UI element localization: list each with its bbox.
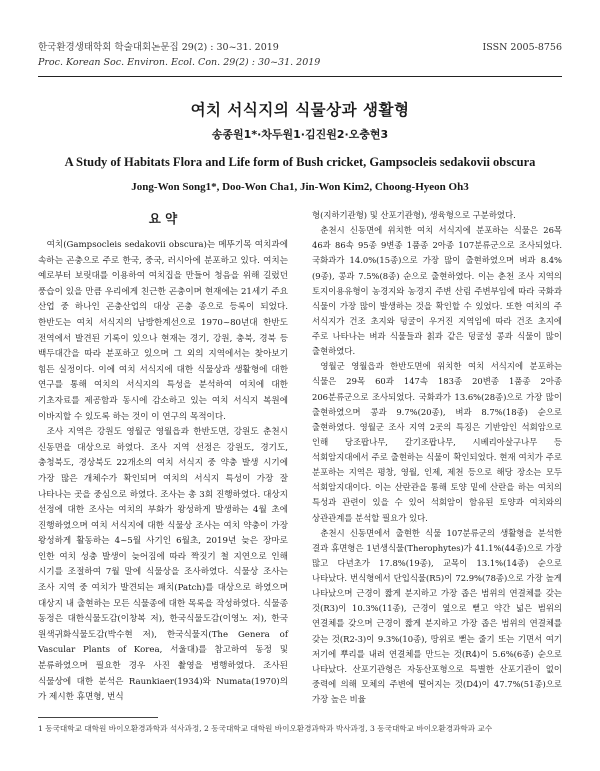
abstract-left-column <box>38 212 288 706</box>
paper-title-en: A Study of Habitats Flora and Life form of Bush cricket, Gampsocleis sedakovii obscura <box>64 155 536 169</box>
abstract-paragraph: 여치(Gampsocleis sedakovii obscura)는 메뚜기목 여치과에 속하는 곤충으로 주로 한국, 중국, 러시아에 분포하고 있다. 여치는 예로부터 보릿대를 이용하여 여치집을 만들어 청음을 위해 길렀던 풍습이 있을 만큼 우리에게 친근한 곤충이며 현재에는 21세기 주요 산업 중 하나인 곤충산업의 대상 곤충 종으로 등록이 되었다. 한반도는 여치 서식지의 남방한계선으로 1970~80년대 한반도 전역에서 발견된 기록이 있으나 현재는 경기, 강원, 충북, 경북 등 백두대간을 따라 분포하고 있으며 그 외의 지역에서는 찾아보기 힘든 실정이다. 이에 여치 서식지에 대한 식물상과 생활형에 대한 연구를 통해 여치의 서식지의 특성을 분석하여 여치에 대한 기초자료를 제공함과 동시에 감소하고 있는 여치 서식지 복원에 이바지할 수 있도록 하는 것이 이 연구의 목적이다. <box>38 240 288 422</box>
footnote-divider <box>38 717 158 718</box>
author-list-ko: 송종원1*·차두원1·김진원2·오충현3 <box>211 128 389 141</box>
abstract-right-column <box>312 208 562 707</box>
abstract-paragraph: 조사 지역은 강원도 영월군 영월읍과 한반도면, 강원도 춘천시 신동면을 대상으로 하였다. 조사 지역 선정은 강원도, 경기도, 충청북도, 경상북도 22개소의 여치 서식지 중 약충 발생 시기에 가장 많은 개체수가 확인되며 여치의 서식지 특성이 가장 잘 나타나는 곳을 중심으로 하였다. 조사는 총 3회 진행하였다. 대상지 선정에 대한 조사는 여치의 부화가 왕성하게 발생하는 4월 초에 진행하였으며 여치 서식지에 대한 식물상 조사는 여치 약충이 가장 왕성하게 활동하는 4~5월 사기인 6월초, 2019년 늦은 장마로 인한 여치 성충 발생이 늦어짐에 따라 짝짓기 철 지연으로 인해 시기를 조절하여 7월 말에 식물상을 조사하였다. 식물상 조사는 조사 지역 중 여치가 발견되는 패치(Patch)를 대상으로 하였으며 대상지 내 출현하는 모든 식물종에 대한 목록을 작성하였다. 식물종 동정은 대한식물도감(이창복 저), 한국식물도감(이영노 저), 한국 원색귀화식물도감(박수현 저), 한국식물지(The Genera of Vascular Plants of Korea, 서울대)를 참고하여 동정 및 분류하였으며 필요한 경우 사진 촬영을 병행하였다. 조사된 식물상에 대한 분석은 Raunkiaer(1934)와 Numata(1970)의 가 제시한 휴면형, 번식 <box>38 427 288 703</box>
header-divider <box>38 76 562 77</box>
abstract-paragraph: 춘천시 신동면에서 출현한 식물 107분류군의 생활형을 분석한 결과 휴면형은 1년생식물(Therophytes)가 41.1%(44종)으로 가장 많고 다년초가 17.8%(19종), 교목이 13.1%(14종) 순으로 나타났다. 번식형에서 단입식물(R5)이 72.9%(78종)으로 가장 높게 나타났으며 근경이 짧게 분지하고 가장 좁은 범위의 연결체를 갖는 것(R3)이 10.3%(11종), 근경이 옆으로 뻗고 약간 넓은 범위의 연결체를 갖으며 근경이 짧게 분지하고 가장 좁은 범위의 연결체를 갖는 것(R2-3)이 9.3%(10종), 땅위로 뻗는 줄기 또는 기면서 여기 저기에 뿌리를 내려 연결체를 만드는 것(R4)이 5.6%(6종) 순으로 나타났다. 산포기관형은 자동산포형으로 특별한 산포기관이 없이 중력에 의해 모체의 주변에 떨어지는 것(D4)이 47.7%(51종)으로 가장 높은 비율 <box>312 527 562 704</box>
journal-header <box>38 40 562 70</box>
abstract-paragraph: 춘천시 신동면에 위치한 여치 서식지에 분포하는 식물은 26목 46과 86속 95종 9변종 1품종 2아종 107분류군으로 조사되었다. 국화과가 14.0%(15종)으로 가장 많이 출현하였으며 벼과 8.4%(9종), 콩과 7.5%(8종) 순으로 출현하였다. 이는 춘천 조사 지역의 토지이용유형이 농경지와 농경지 주변 산림 주변부임에 따라 국화과 식물이 가장 많이 발생하는 것을 확인할 수 있었다. 또한 여치의 주 서식지가 건조 초지와 덩굴이 우거진 지역임에 따라 건조 초지에 주로 나타나는 벼과 식물들과 칡과 같은 덩굴성 콩과 식물이 많이 출현하였다. <box>312 225 562 357</box>
journal-citation-en: Proc. Korean Soc. Environ. Ecol. Con. 29(2) : 30~31. 2019 <box>38 57 321 68</box>
journal-citation-ko: 한국환경생태학회 학술대회논문집 29(2) : 30~31. 2019 <box>38 42 279 53</box>
issn: ISSN 2005-8756 <box>482 42 562 53</box>
abstract-heading: 요 약 <box>148 211 178 226</box>
abstract-paragraph: 형(지하기관형) 및 산포기관형), 생육형으로 구분하였다. <box>312 210 516 220</box>
author-list-en: Jong-Won Song1*, Doo-Won Cha1, Jin-Won Kim2, Choong-Hyeon Oh3 <box>131 181 469 193</box>
abstract-paragraph: 영월군 영월읍과 한반도면에 위치한 여치 서식지에 분포하는 식물은 29목 60과 147속 183종 20변종 1품종 2아종 206분류군으로 조사되었다. 국화과가 13.6%(28종)으로 가장 많이 출현하였으며 콩과 9.7%(20종), 벼과 8.7%(18종) 순으로 출현하였다. 영월군 조사 지역 2곳의 특징은 기반암인 석회암으로 인해 당조팝나무, 갈기조팝나무, 시베리아살구나무 등 석회암지대에서 주로 출현하는 식물이 확인되었다. 현재 여치가 주로 분포하는 지역은 평창, 영월, 인제, 제천 등으로 해당 장소는 모두 석회암지대이다. 이는 산란관을 통해 토양 밑에 산란을 하는 여치의 특성과 관련이 있을 수 있어 석회암이 함유된 토양과 여치와의 상관관계를 분석할 필요가 있다. <box>312 361 562 523</box>
paper-title-ko: 여치 서식지의 식물상과 생활형 <box>190 101 410 119</box>
affiliation-footnote: 1 동국대학교 대학원 바이오환경과학과 석사과정, 2 동국대학교 대학원 바이오환경과학과 박사과정, 3 동국대학교 바이오환경과학과 교수 <box>38 724 493 733</box>
